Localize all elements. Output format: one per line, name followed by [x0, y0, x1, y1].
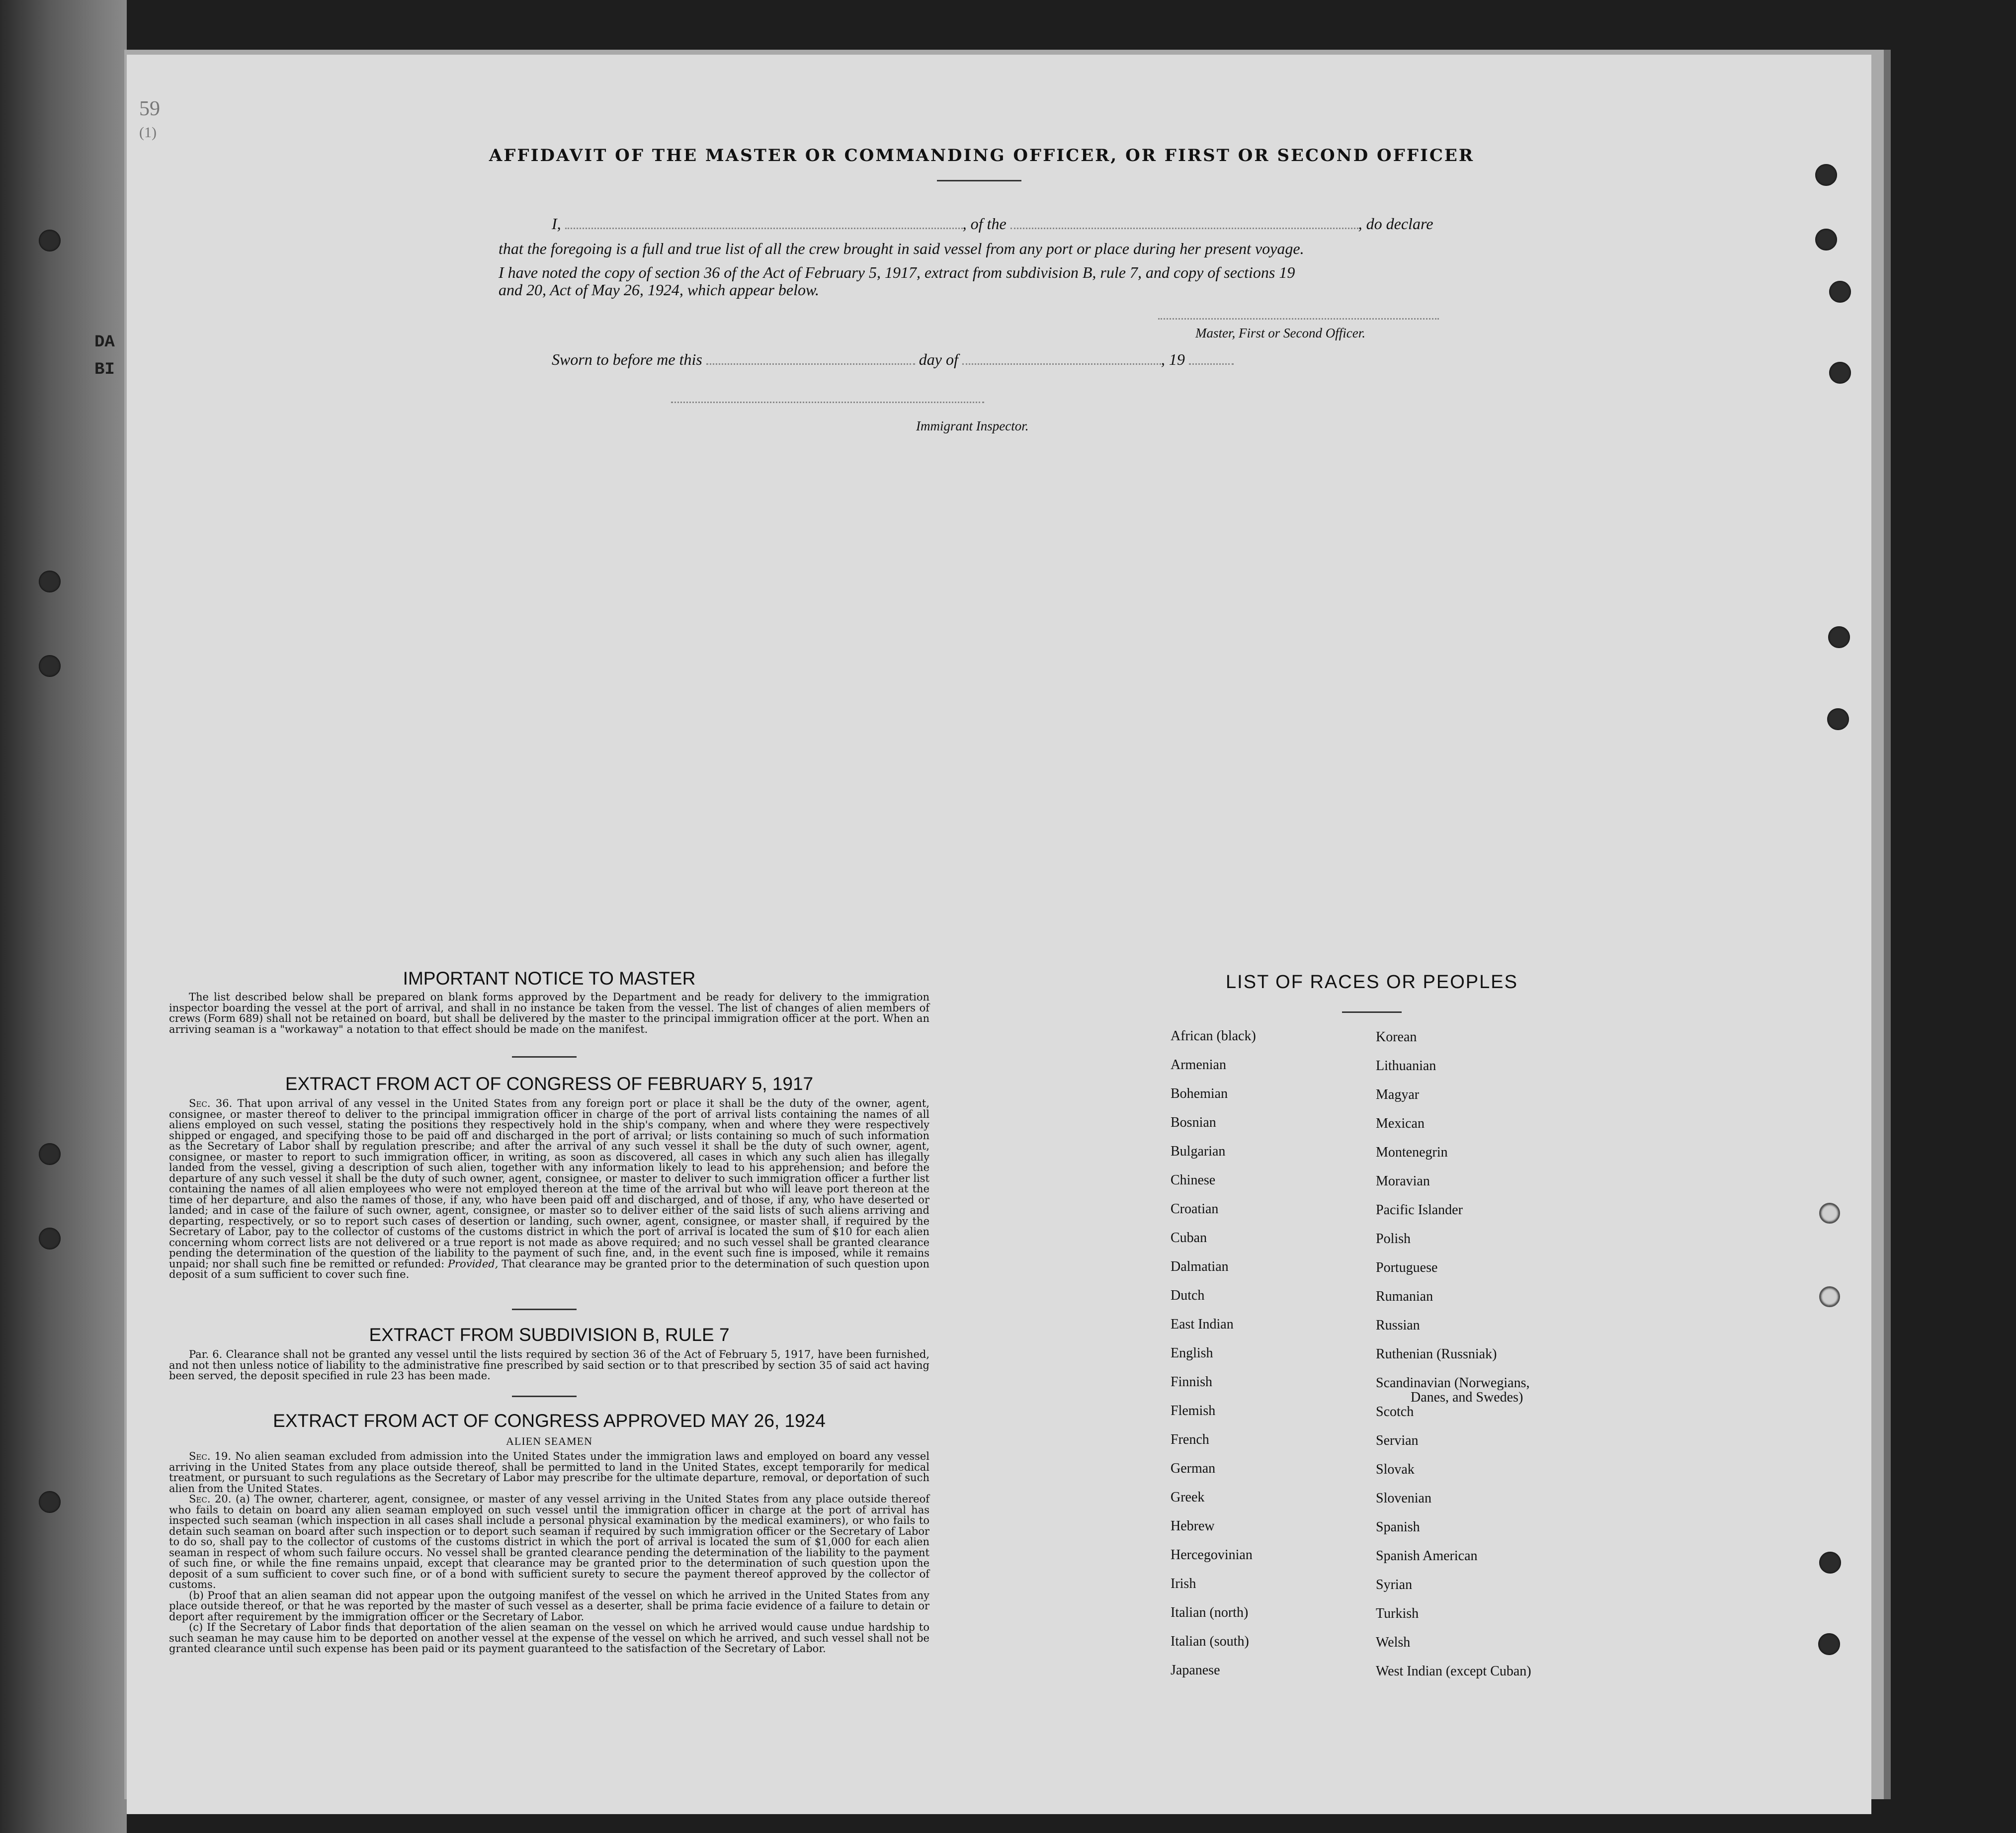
notice-paragraph: The list described below shall be prepared on blank forms approved by the Department and be ready for delivery to the immigration inspector boarding the vessel at the port of arrival, and shall in no instance be taken from the vessel. The list of changes of alien members of crews (Form 689) shall not be retained on board, but shall be delivered by the master to the principal immigration officer at the port. When an arriving seaman is a "workaway" a notation to that effect should be made on the manifest. [169, 991, 929, 1035]
race-item: German [1171, 1461, 1216, 1476]
race-item: Bulgarian [1171, 1144, 1226, 1159]
affidavit-line-4: and 20, Act of May 26, 1924, which appear below. [499, 281, 819, 299]
sec36-text: That upon arrival of any vessel in the United States from any foreign port or place it shall be the duty of the owner, agent, consignee, or master thereof to deliver to the principal immigration officer in charge of the port of arrival lists containing the names of all aliens employed on such vessel, stating the positions they respectively hold in the ship's company, when and where they were respectively shipped or engaged, and specifying those to be paid off and discharged in the port of arrival; or lists containing so much of such information as the Secretary of Labor shall by regulation prescribe; and after the arrival of any such vessel it shall be the duty of such owner, agent, consignee, or master to report to such immigration officer, in writing, as soon as discovered, all cases in which any such alien has illegally landed from the vessel, giving a description of such alien, together with any information likely to lead to his apprehension; and before the departure of any such vessel it shall be the duty of such owner, agent, consignee, or master to deliver to such immigration officer a further list containing the names of all alien employees who were not employed thereon at the time of the arrival but who will leave port thereon at the time of her departure, and also the names of those, if any, who have been paid off and discharged, and of those, if any, who have deserted or landed; and in case of the failure of such owner, agent, consignee, or master so to deliver either of the said lists of such aliens arriving and departing, respectively, or so to report such cases of desertion or landing, such owner, agent, consignee, or master shall, if required by the Secretary of Labor, pay to the collector of customs of the customs district in which the port of arrival is located the sum of $10 for each alien concerning whom correct lists are not delivered or a true report is not made as above required; and no such vessel shall be granted clearance pending the determination of the question of the liability to the payment of such fine, and, in the event such fine is imposed, while it remains unpaid; nor shall such fine be remitted or refunded: [169, 1097, 929, 1270]
race-item: Mexican [1376, 1116, 1425, 1131]
punch-hole [1829, 362, 1851, 384]
race-item: Croatian [1171, 1201, 1219, 1217]
punch-hole [1815, 229, 1837, 250]
sec20a-text: (a) The owner, charterer, agent, consignee, or master of any vessel arriving in the United States from any place outside thereof who fails to detain on board any alien seaman employed on such vessel until the immigration officer in charge at the port of arrival has inspected such seaman (which inspection in all cases shall include a personal physical examination by the medical examiners), or who fails to detain such seaman on board after such inspection or to deport such seaman if required by such immigration officer or the Secretary of Labor to do so, shall pay to the collector of customs of the customs district in which the port of arrival is located the sum of $1,000 for each alien seaman in respect of whom such failure occurs. No vessel shall be granted clearance pending the determination of the liability to the payment of such fine, or while the fine remains unpaid, except that clearance may be granted prior to the determination of such question upon the deposit of a sum sufficient to cover such fine, or of a bond with sufficient surety to secure the payment thereof approved by the collector of customs. [169, 1493, 929, 1590]
race-item: Rumanian [1376, 1289, 1433, 1304]
title-rule [937, 180, 1021, 181]
inspector-signature-label: Immigrant Inspector. [916, 418, 1029, 433]
subdivision-title: EXTRACT FROM SUBDIVISION B, RULE 7 [369, 1325, 730, 1345]
race-item: Japanese [1171, 1663, 1220, 1678]
race-item: Russian [1376, 1318, 1420, 1333]
par6-paragraph: Par. 6. Clearance shall not be granted any vessel until the lists required by section 36 of the Act of February 5, 1917, have been furnished, and not then unless notice of liability to the administrative fine prescribed by said section or to that prescribed by section 35 of said act having been served, the deposit specified in rule 23 has been made. [169, 1348, 929, 1382]
race-item: Montenegrin [1376, 1145, 1448, 1160]
race-item: Scandinavian (Norwegians, [1376, 1375, 1530, 1391]
race-item: Italian (north) [1171, 1605, 1249, 1620]
affidavit-line-3: I have noted the copy of section 36 of the Act of February 5, 1917, extract from subdivision B, rule 7, and copy of sections 19 [499, 263, 1295, 281]
race-item: English [1171, 1345, 1213, 1361]
punch-hole [1828, 626, 1850, 648]
extract-1924-title: EXTRACT FROM ACT OF CONGRESS APPROVED MAY 26, 1924 [273, 1411, 826, 1431]
sec36-paragraph [169, 1098, 929, 1280]
subdivision-body [169, 1349, 929, 1382]
race-item: Armenian [1171, 1057, 1226, 1073]
race-item: Bohemian [1171, 1086, 1228, 1101]
notice-title: IMPORTANT NOTICE TO MASTER [403, 968, 696, 989]
sworn-month-blank[interactable] [962, 363, 1161, 365]
sec36-tail: That clearance may be granted prior to the determination of such question upon deposit of a sum sufficient to cover such fine. [169, 1257, 929, 1280]
race-item: Magyar [1376, 1087, 1420, 1102]
extract-1924-body [169, 1451, 929, 1655]
races-title-rule [1342, 1011, 1402, 1013]
race-item: Dutch [1171, 1288, 1205, 1303]
race-item: East Indian [1171, 1317, 1234, 1332]
race-item: West Indian (except Cuban) [1376, 1664, 1531, 1679]
affidavit-line-1 [552, 215, 1433, 233]
notice-body [169, 992, 929, 1035]
punch-hole [1829, 281, 1851, 303]
year-text: , 19 [1161, 350, 1185, 368]
race-item: Cuban [1171, 1230, 1207, 1246]
inspector-signature-blank[interactable] [671, 402, 984, 403]
race-item: Slovenian [1376, 1491, 1431, 1506]
punch-hole [39, 655, 61, 677]
race-item: African (black) [1171, 1028, 1256, 1044]
page-number: 59 [139, 97, 160, 120]
races-title: LIST OF RACES OR PEOPLES [1226, 972, 1518, 993]
sec20c-paragraph: (c) If the Secretary of Labor finds that deportation of the alien seaman on the vessel on which he arrived would cause undue hardship to such seaman he may cause him to be deported on another vessel at the expense of the vessel on which he arrived, and such vessel shall not be granted clearance until such expense has been paid or its payment guaranteed to the satisfaction of the Secretary of Labor. [169, 1621, 929, 1655]
race-item: Pacific Islander [1376, 1202, 1463, 1218]
race-item: Lithuanian [1376, 1058, 1436, 1074]
margin-fragment: BI [94, 360, 115, 379]
race-item: Dalmatian [1171, 1259, 1229, 1274]
race-item: Welsh [1376, 1635, 1411, 1650]
affidavit-title: AFFIDAVIT OF THE MASTER OR COMMANDING OFFICER, OR FIRST OR SECOND OFFICER [489, 146, 1475, 166]
sworn-line [552, 350, 1234, 369]
race-item: Moravian [1376, 1173, 1430, 1189]
race-item: Polish [1376, 1231, 1411, 1247]
day-of-text: day of [919, 350, 958, 368]
provided-word: Provided, [448, 1257, 499, 1270]
margin-fragment: DA [94, 333, 115, 352]
declare-text: , do declare [1358, 215, 1433, 233]
race-item: Italian (south) [1171, 1634, 1249, 1649]
sec20b-paragraph: (b) Proof that an alien seaman did not appear upon the outgoing manifest of the vessel on which he arrived in the United States from any place outside thereof, or that he was reported by the master of such vessel as a deserter, shall be prima facie evidence of a failure to detain or deport after requirement by the immigration officer or the Secretary of Labor. [169, 1589, 929, 1623]
extract-1917-title: EXTRACT FROM ACT OF CONGRESS OF FEBRUARY 5, 1917 [285, 1074, 814, 1094]
sworn-text: Sworn to before me this [552, 350, 702, 368]
race-item: Flemish [1171, 1403, 1216, 1418]
race-item: Ruthenian (Russniak) [1376, 1346, 1497, 1362]
page-number-sub: (1) [139, 124, 157, 141]
race-item: Syrian [1376, 1577, 1413, 1592]
sec20a-paragraph [169, 1494, 929, 1590]
race-item: Spanish American [1376, 1548, 1478, 1564]
punch-hole [39, 571, 61, 592]
races-column-1 [1171, 1029, 1256, 1692]
race-item: Spanish [1376, 1519, 1420, 1535]
left-page-edge [0, 0, 127, 1833]
master-signature-label: Master, First or Second Officer. [1195, 326, 1365, 340]
punch-hole [1819, 1552, 1841, 1574]
race-item: Slovak [1376, 1462, 1415, 1477]
punch-hole [1827, 708, 1849, 730]
race-item: Turkish [1376, 1606, 1419, 1621]
race-item-sub: Danes, and Swedes) [1411, 1390, 1523, 1405]
sworn-year-blank[interactable] [1189, 363, 1234, 365]
race-item: Bosnian [1171, 1115, 1216, 1130]
section-rule [512, 1309, 577, 1310]
declarant-prefix: I, [552, 215, 561, 233]
race-item: Greek [1171, 1490, 1205, 1505]
of-the-text: , of the [962, 215, 1007, 233]
section-rule [512, 1056, 577, 1058]
extract-1917-body [169, 1098, 929, 1280]
race-item: Irish [1171, 1576, 1196, 1591]
sec19-paragraph [169, 1451, 929, 1494]
punch-hole [39, 1143, 61, 1165]
vessel-name-blank[interactable] [1010, 228, 1358, 229]
punch-hole [1815, 164, 1837, 186]
punch-hole [39, 1491, 61, 1513]
race-item: Hercegovinian [1171, 1547, 1253, 1563]
punch-hole [1818, 1633, 1840, 1655]
race-item: Finnish [1171, 1374, 1213, 1390]
affidavit-line-2: that the foregoing is a full and true list of all the crew brought in said vessel from any port or place during her present voyage. [499, 240, 1304, 257]
punch-hole [1819, 1286, 1840, 1307]
sec19-text: No alien seaman excluded from admission into the United States under the immigration laws and employed on board any vessel arriving in the United States from any place outside thereof, shall be permitted to land in the United States, except temporarily for medical treatment, or pursuant to such regulations as the Secretary of Labor may prescribe for the ultimate departure, removal, or deportation of such alien from the United States. [169, 1450, 929, 1495]
declarant-name-blank[interactable] [565, 228, 963, 229]
alien-seamen-subtitle: ALIEN SEAMEN [506, 1435, 592, 1447]
master-signature-blank[interactable] [1158, 318, 1439, 320]
race-item: Korean [1376, 1029, 1417, 1045]
punch-hole [1819, 1203, 1840, 1224]
race-item: Hebrew [1171, 1518, 1215, 1534]
races-column-2 [1376, 1030, 1531, 1693]
sec20-label: Sec. 20. [189, 1493, 232, 1505]
punch-hole [39, 230, 61, 251]
sworn-day-blank[interactable] [706, 363, 915, 365]
section-rule [512, 1396, 577, 1397]
race-item: Portuguese [1376, 1260, 1438, 1275]
race-item: Scotch [1376, 1404, 1414, 1419]
race-item: Servian [1376, 1433, 1419, 1448]
race-item: French [1171, 1432, 1209, 1447]
race-item: Chinese [1171, 1172, 1216, 1188]
sec36-label: Sec. 36. [189, 1097, 233, 1109]
sec19-label: Sec. 19. [189, 1450, 232, 1462]
punch-hole [39, 1228, 61, 1250]
